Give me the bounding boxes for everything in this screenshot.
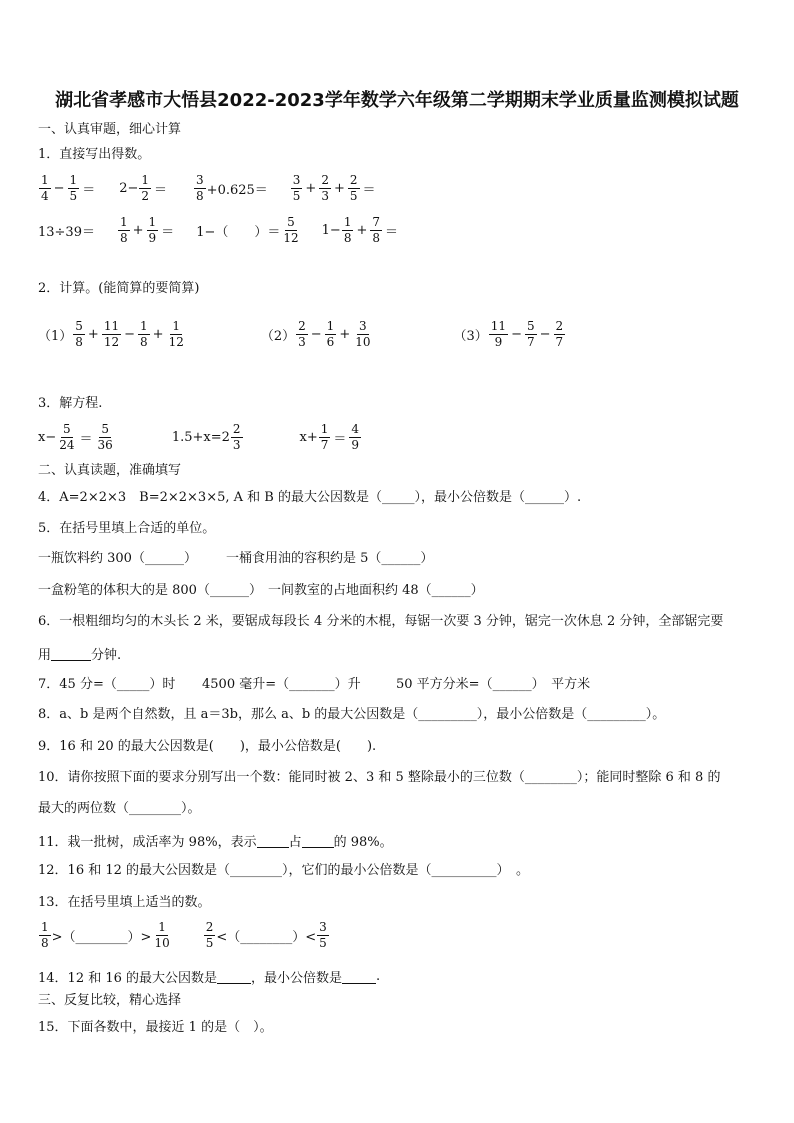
expression-text: x+ — [299, 430, 318, 445]
q5-item-3: 一盒粉笔的体积大的是 800（______） — [38, 583, 262, 598]
denominator: 8 — [343, 231, 352, 245]
text: 用 — [38, 648, 52, 663]
fraction — [57, 423, 76, 452]
denominator: 12 — [168, 335, 184, 349]
numerator: 11 — [490, 319, 507, 333]
fraction — [102, 320, 121, 349]
item-number: （2） — [260, 329, 296, 344]
q10-line-2: 最大的两位数（________）。 — [38, 801, 201, 816]
numerator: 5 — [63, 422, 71, 436]
text: 11．栽一批树，成活率为 98%，表示 — [38, 835, 257, 850]
denominator: 4 — [41, 189, 49, 203]
fraction — [39, 174, 51, 203]
numerator: 5 — [287, 215, 295, 229]
fraction — [68, 174, 80, 203]
section-2-heading: 二、认真读题，准确填写 — [38, 463, 182, 478]
denominator: 24 — [59, 438, 75, 452]
q5-item-4: 一间教室的占地面积约 48（______） — [268, 583, 484, 598]
equals: ＝ — [79, 432, 93, 447]
numerator: 4 — [351, 422, 360, 436]
operator: − — [539, 327, 551, 342]
equals: ＝ — [161, 225, 175, 240]
numerator: 3 — [196, 173, 204, 187]
q4-text: 4．A=2×2×3 B=2×2×3×5, A 和 B 的最大公因数是（_____），最小公倍数是（______）. — [38, 490, 582, 505]
fraction — [296, 320, 308, 349]
q1-row-2 — [38, 216, 400, 245]
operator: + — [132, 223, 144, 238]
denominator: 36 — [97, 438, 113, 452]
fraction — [348, 174, 360, 203]
fraction — [204, 921, 216, 950]
operator: + — [152, 327, 164, 342]
answer-blank[interactable] — [302, 833, 334, 848]
equals: ＝ — [82, 183, 96, 198]
q3-row — [38, 423, 362, 452]
fraction — [319, 174, 331, 203]
denominator: 8 — [196, 189, 204, 203]
answer-blank[interactable] — [217, 969, 251, 984]
expression-text: 1.5+x=2 — [171, 430, 230, 445]
q5-item-2: 一桶食用油的容积约是 5（______） — [226, 551, 434, 566]
numerator: 1 — [148, 215, 157, 229]
fraction — [349, 423, 361, 452]
numerator: 2 — [349, 173, 358, 187]
numerator: 2 — [321, 173, 329, 187]
fraction — [281, 216, 300, 245]
numerator: 5 — [526, 319, 535, 333]
q2-row — [38, 320, 566, 349]
fraction — [353, 320, 372, 349]
fraction — [319, 423, 331, 452]
numerator: 1 — [141, 173, 150, 187]
text: ，最小公倍数是 — [251, 971, 343, 986]
denominator: 10 — [154, 936, 170, 950]
answer-blank[interactable] — [257, 833, 289, 848]
fraction — [118, 216, 130, 245]
denominator: 9 — [148, 231, 157, 245]
q11-text — [38, 831, 393, 850]
page-title: 湖北省孝感市大悟县2022-2023学年数学六年级第二学期期末学业质量监测模拟试题 — [55, 90, 739, 111]
q7-item-1: 7．45 分=（_____）时 — [38, 677, 176, 692]
fraction — [525, 320, 537, 349]
denominator: 8 — [372, 231, 380, 245]
section-3-heading: 三、反复比较，精心选择 — [38, 993, 182, 1008]
q7-item-2: 4500 毫升=（_______）升 — [202, 677, 361, 692]
numerator: 3 — [359, 319, 367, 333]
numerator: 1 — [140, 319, 148, 333]
numerator: 1 — [158, 920, 166, 934]
q6-line-2 — [38, 644, 121, 663]
operator: + — [305, 181, 317, 196]
expression-text: x− — [38, 430, 57, 445]
denominator: 7 — [526, 335, 535, 349]
comparison-text: <（________）< — [216, 930, 317, 945]
denominator: 8 — [119, 231, 128, 245]
numerator: 2 — [232, 422, 241, 436]
fraction — [317, 921, 329, 950]
q1-label: 1．直接写出得数。 — [38, 147, 151, 162]
q12-text: 12．16 和 12 的最大公因数是（________），它们的最小公倍数是（__________） 。 — [38, 863, 530, 878]
numerator: 3 — [319, 920, 327, 934]
item-number: （1） — [38, 329, 73, 344]
equals: ＝ — [385, 225, 399, 240]
fraction — [39, 921, 51, 950]
fraction — [139, 174, 151, 203]
denominator: 5 — [349, 189, 358, 203]
q13-label: 13．在括号里填上适当的数。 — [38, 895, 211, 910]
section-1-heading: 一、认真审题，细心计算 — [38, 122, 182, 137]
denominator: 5 — [292, 189, 301, 203]
expression-text: 1− — [321, 223, 341, 238]
numerator: 1 — [41, 173, 49, 187]
fraction — [138, 320, 150, 349]
denominator: 7 — [320, 438, 329, 452]
denominator: 12 — [283, 231, 299, 245]
q13-row — [38, 921, 330, 950]
denominator: 3 — [321, 189, 329, 203]
q2-label: 2．计算。(能简算的要简算) — [38, 281, 200, 296]
q10-line-1: 10．请你按照下面的要求分别写出一个数：能同时被 2、3 和 5 整除最小的三位数（________）；能同时整除 6 和 8 的 — [38, 770, 721, 785]
expression-text: +0.625＝ — [206, 183, 268, 198]
numerator: 3 — [292, 173, 301, 187]
numerator: 2 — [298, 319, 306, 333]
denominator: 6 — [326, 335, 335, 349]
denominator: 2 — [141, 189, 150, 203]
equals: ＝ — [333, 432, 347, 447]
fraction — [489, 320, 508, 349]
denominator: 5 — [205, 936, 214, 950]
denominator: 8 — [140, 335, 148, 349]
operator: − — [53, 181, 65, 196]
numerator: 11 — [103, 319, 120, 333]
fraction — [167, 320, 186, 349]
denominator: 10 — [355, 335, 371, 349]
numerator: 1 — [69, 173, 78, 187]
expression-text: 1−（ ）＝ — [196, 225, 281, 240]
numerator: 1 — [41, 920, 49, 934]
operator: + — [333, 181, 345, 196]
fraction — [147, 216, 159, 245]
text: 的 98%。 — [333, 835, 393, 850]
denominator: 9 — [494, 335, 503, 349]
q1-row-1 — [38, 174, 378, 203]
q8-text: 8．a、b 是两个自然数，且 a＝3b，那么 a、b 的最大公因数是（_________），最小公倍数是（_________）。 — [38, 707, 666, 722]
numerator: 1 — [343, 215, 352, 229]
fraction — [231, 423, 243, 452]
fraction — [325, 320, 337, 349]
operator: − — [310, 327, 322, 342]
operator: − — [124, 327, 136, 342]
numerator: 5 — [101, 422, 109, 436]
expression-text: 2− — [119, 181, 139, 196]
text: . — [376, 969, 381, 984]
equals: ＝ — [362, 183, 376, 198]
expression-text: 13÷39＝ — [38, 225, 95, 240]
q7-item-3: 50 平方分米=（______） 平方米 — [396, 677, 591, 692]
fraction — [152, 921, 171, 950]
numerator: 1 — [320, 422, 329, 436]
numerator: 2 — [205, 920, 214, 934]
equals: ＝ — [154, 183, 168, 198]
item-number: （3） — [453, 329, 488, 344]
numerator: 7 — [372, 215, 380, 229]
fraction — [554, 320, 566, 349]
denominator: 5 — [319, 936, 327, 950]
text: 占 — [288, 835, 302, 850]
numerator: 5 — [75, 319, 83, 333]
numerator: 1 — [326, 319, 335, 333]
denominator: 9 — [351, 438, 360, 452]
text: 14．12 和 16 的最大公因数是 — [38, 971, 218, 986]
fraction — [194, 174, 206, 203]
comparison-text: >（________）> — [51, 930, 152, 945]
denominator: 8 — [75, 335, 83, 349]
denominator: 12 — [103, 335, 120, 349]
numerator: 2 — [555, 319, 564, 333]
denominator: 3 — [298, 335, 306, 349]
q5-item-1: 一瓶饮料约 300（______） — [38, 551, 197, 566]
answer-blank[interactable] — [51, 646, 91, 661]
q9-text: 9．16 和 20 的最大公因数是( )，最小公倍数是( ). — [38, 739, 377, 754]
operator: + — [339, 327, 351, 342]
q5-label: 5．在括号里填上合适的单位。 — [38, 521, 216, 536]
fraction — [96, 423, 115, 452]
fraction — [342, 216, 354, 245]
fraction — [73, 320, 85, 349]
operator: + — [87, 327, 99, 342]
numerator: 1 — [119, 215, 128, 229]
numerator: 1 — [172, 319, 181, 333]
answer-blank[interactable] — [342, 969, 376, 984]
q6-line-1: 6．一根粗细均匀的木头长 2 米，要锯成每段长 4 分米的木棍，每锯一次要 3 分钟，锯完一次休息 2 分钟，全部锯完要 — [38, 614, 724, 629]
operator: + — [356, 223, 368, 238]
operator: − — [511, 327, 522, 342]
fraction — [291, 174, 303, 203]
text: 分钟. — [91, 648, 122, 663]
fraction — [370, 216, 382, 245]
q15-text: 15．下面各数中，最接近 1 的是（ ）。 — [38, 1020, 273, 1035]
denominator: 3 — [232, 438, 241, 452]
denominator: 8 — [41, 936, 49, 950]
denominator: 5 — [69, 189, 78, 203]
q3-label: 3．解方程. — [38, 396, 103, 411]
q14-text — [38, 967, 380, 986]
denominator: 7 — [555, 335, 564, 349]
